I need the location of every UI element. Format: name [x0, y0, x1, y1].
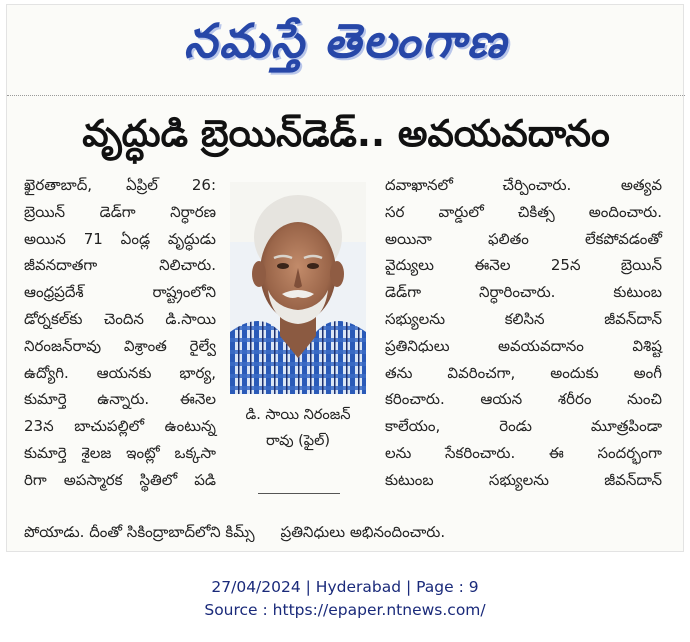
article-text-line: తను వివరించగా, అందుకు అంగీ [385, 363, 662, 382]
article-left-column [24, 172, 216, 494]
article-text-line: ప్రతినిధులు అవయవదానం విశిష్ట [385, 336, 662, 355]
article-text-line: కరించారు. ఆయన శరీరం నుంచి [385, 390, 662, 409]
article-closing-line [24, 520, 445, 544]
masthead-divider [7, 95, 685, 96]
article-text-line: లను సేకరించారు. ఈ సందర్భంగా [385, 443, 662, 462]
article-text-line: డెడ్‌గా నిర్ధారించారు. కుటుంబ [385, 283, 662, 302]
article-text-line: బ్రెయిన్ డెడ్‌గా నిర్ధారణ [24, 202, 216, 221]
article-text-line: అయిన 71 ఏండ్ల వృద్ధుడు [24, 229, 216, 248]
article-text-line: ప్రతినిధులు అభినందించారు. [280, 523, 446, 541]
article-text-line: ఆంధ్రప్రదేశ్ రాష్ట్రంలోని [24, 283, 216, 302]
date-edition-line: 27/04/2024 | Hyderabad | Page : 9 [211, 578, 479, 596]
article-text-line: సర వార్డులో చికిత్స అందించారు. [385, 202, 662, 221]
article-text-line: రిగా అపస్మారక స్థితిలో పడి [24, 470, 216, 489]
article-text-line: 23న బాచుపల్లిలో ఉంటున్న [24, 417, 216, 436]
caption-divider [258, 493, 340, 494]
article-text-line: కుమార్తె ఉన్నారు. ఈనెల [24, 390, 216, 409]
article-photo [230, 182, 366, 394]
article-text-line: ఖైరతాబాద్, ఏప్రిల్ 26: [24, 176, 216, 194]
article-headline: వృద్ధుడి బ్రెయిన్‌డెడ్.. అవయవదానం [82, 112, 610, 155]
article-right-column [385, 172, 662, 494]
article-text-line: దవాఖానలో చేర్పించారు. అత్యవ [385, 176, 662, 194]
article-text-line: ఉద్యోగి. ఆయనకు భార్య, [24, 363, 216, 382]
article-text-line: డోర్నకల్‌కు చెందిన డి.సాయి [24, 309, 216, 328]
article-text-line: పోయాడు. దీంతో సికింద్రాబాద్‌లోని కిమ్స్ [24, 523, 255, 541]
article-text-line: జీవనదాతగా నిలిచారు. [24, 256, 216, 275]
photo-caption-line: రావు (ఫైల్) [265, 433, 331, 449]
article-text-line: కుమార్తె శైలజ ఇంట్లో ఒక్కసా [24, 443, 216, 462]
photo-caption-line: డి. సాయి నిరంజన్ [245, 407, 351, 423]
article-text-line: నిరంజన్‌రావు విశ్రాంత రైల్వే [24, 336, 216, 355]
photo-caption [230, 402, 366, 454]
article-text-line: అయినా ఫలితం లేకపోవడంతో [385, 229, 662, 248]
article-text-line: సభ్యులను కలిసిన జీవన్‌దాన్ [385, 309, 662, 328]
article-text-line: కుటుంబ సభ్యులను జీవన్‌దాన్ [385, 470, 662, 489]
portrait-image [230, 182, 366, 394]
article-text-line: వైద్యులు ఈనెల 25న బ్రెయిన్ [385, 256, 662, 275]
source-line: Source : https://epaper.ntnews.com/ [204, 601, 486, 619]
article-text-line: కాలేయం, రెండు మూత్రపిండా [385, 417, 662, 436]
newspaper-masthead: నమస్తే తెలంగాణ [184, 14, 508, 69]
